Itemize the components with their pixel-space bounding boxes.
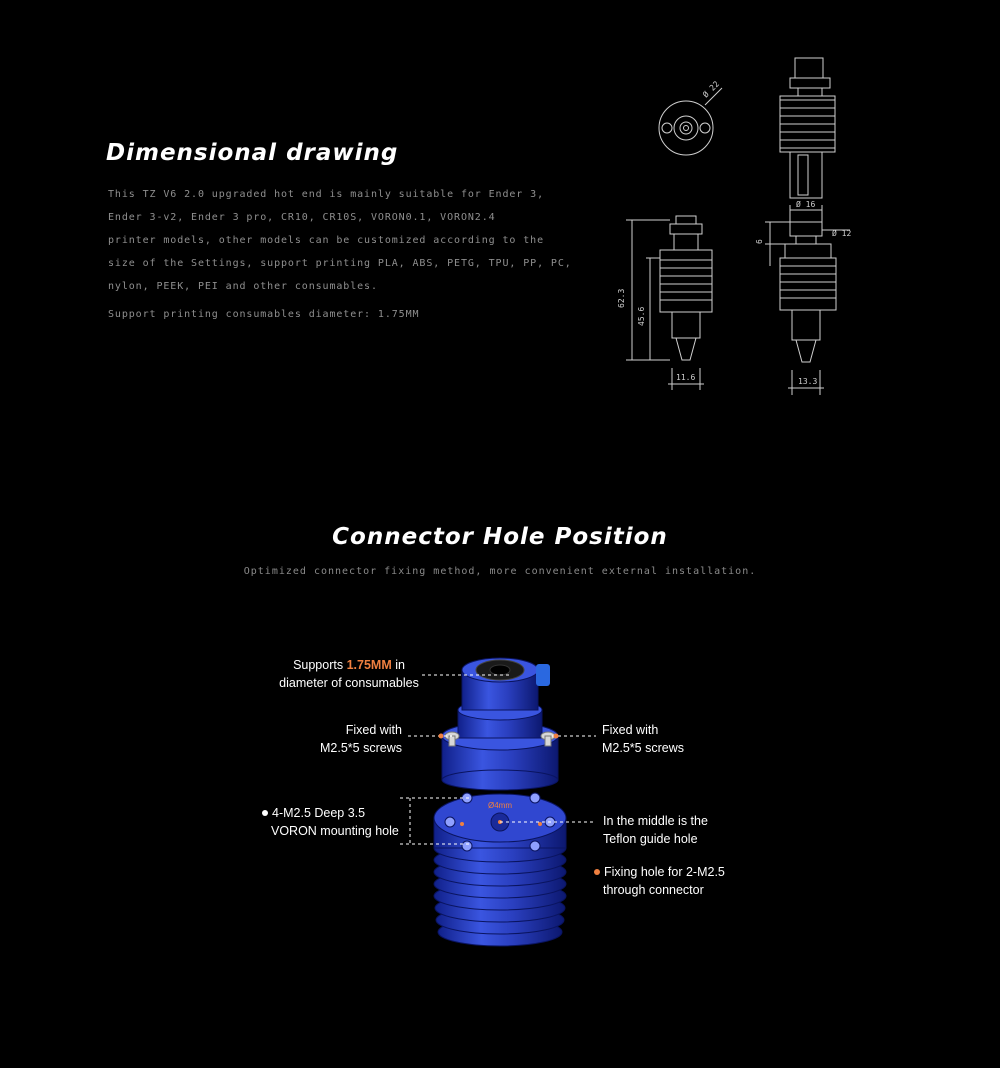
callout-fixing-hole xyxy=(594,863,725,899)
callout-line: diameter of consumables xyxy=(279,676,419,690)
callout-text: 4-M2.5 Deep 3.5 xyxy=(272,806,366,820)
description-line: This TZ V6 2.0 upgraded hot end is mainly suitable for Ender 3, xyxy=(108,189,544,200)
callout-line xyxy=(278,656,420,674)
callout-line: M2.5*5 screws xyxy=(320,741,402,755)
dim-label: 6 xyxy=(755,239,764,244)
description-line: nylon, PEEK, PEI and other consumables. xyxy=(108,281,378,292)
callout-voron-holes xyxy=(262,804,399,840)
dim-label: Ø 16 xyxy=(796,200,816,209)
callout-line: In the middle is the xyxy=(603,814,708,828)
callout-line: Fixed with xyxy=(345,723,402,737)
callout-text: Supports xyxy=(293,658,347,672)
description-line: size of the Settings, support printing PLA, ABS, PETG, TPU, PP, PC, xyxy=(108,258,572,269)
dim-label: 11.6 xyxy=(676,373,696,382)
callout-fixed-right xyxy=(602,721,684,757)
callout-line: Fixed with xyxy=(602,723,659,737)
bullet-dot xyxy=(262,810,268,816)
dim-label: 62.3 xyxy=(617,288,626,308)
description-line: Ender 3-v2, Ender 3 pro, CR10, CR10S, VORON0.1, VORON2.4 xyxy=(108,212,496,223)
callout-teflon-hole xyxy=(603,812,708,848)
dim-label: Ø 12 xyxy=(832,229,852,238)
connector-subtitle: Optimized connector fixing method, more convenient external installation. xyxy=(243,566,757,577)
callout-fixed-left xyxy=(300,721,402,757)
callout-text: in xyxy=(391,658,405,672)
dim-label: 13.3 xyxy=(798,377,818,386)
section-title-dimensional: Dimensional drawing xyxy=(106,140,399,166)
dim-label: Ø 22 xyxy=(701,79,722,100)
callout-filament-diameter xyxy=(278,656,420,692)
callout-text: Fixing hole for 2-M2.5 xyxy=(604,865,725,879)
callout-line: Teflon guide hole xyxy=(603,832,698,846)
callout-line xyxy=(594,863,725,881)
dim-label: 45.6 xyxy=(637,306,646,326)
callout-line xyxy=(262,804,399,822)
callout-accent: 1.75MM xyxy=(346,658,392,672)
callout-line: M2.5*5 screws xyxy=(602,741,684,755)
diameter-note: Support printing consumables diameter: 1.75MM xyxy=(108,309,420,320)
bullet-dot xyxy=(594,869,600,875)
section-title-connector: Connector Hole Position xyxy=(332,524,668,550)
center-hole-label: Ø4mm xyxy=(488,801,512,810)
callout-line: VORON mounting hole xyxy=(271,824,399,838)
description-line: printer models, other models can be customized according to the xyxy=(108,235,544,246)
callout-line: through connector xyxy=(603,883,704,897)
